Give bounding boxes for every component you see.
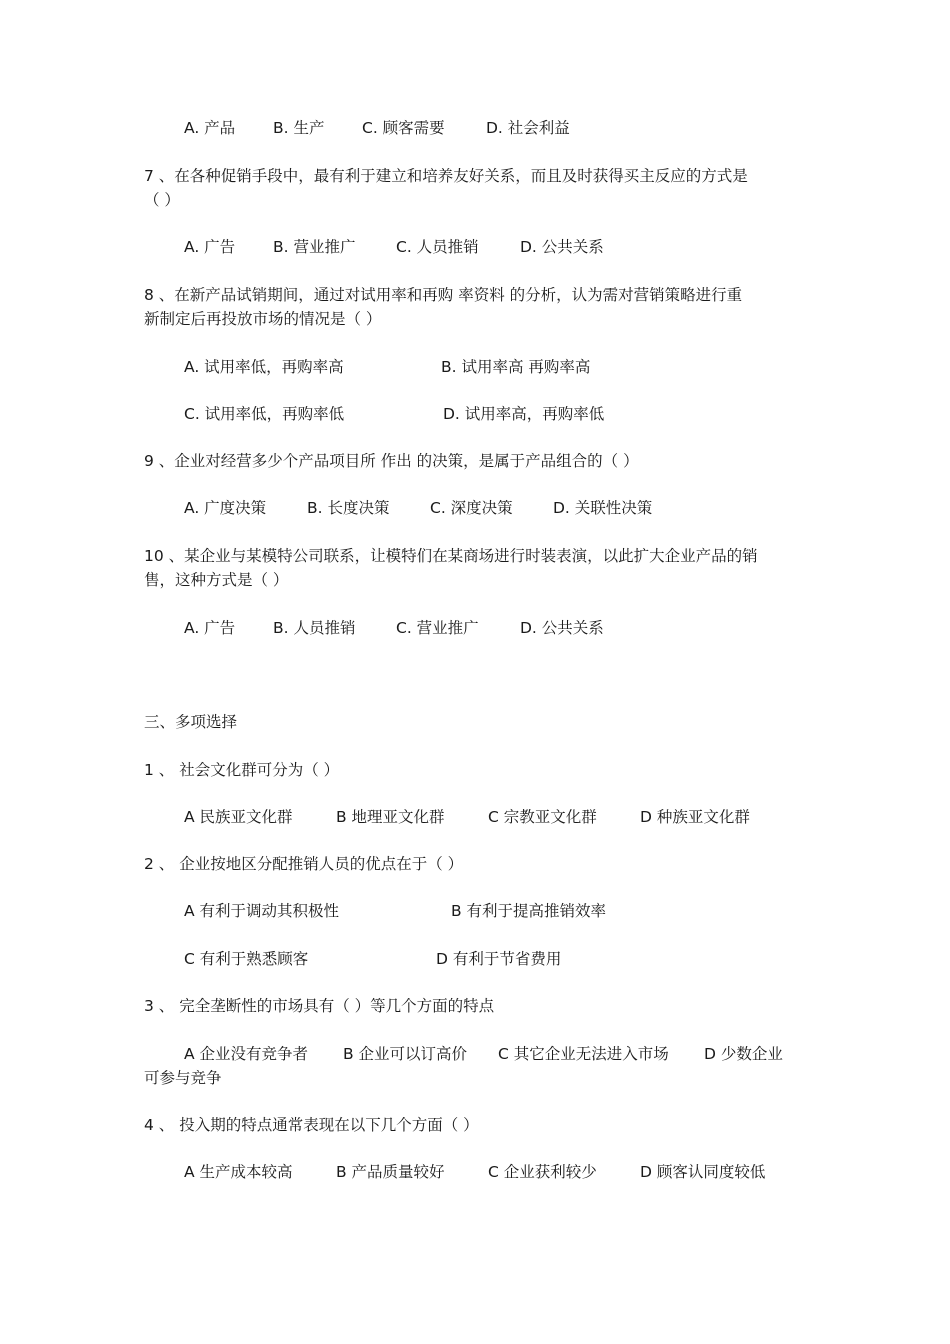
m1-option-a: A 民族亚文化群 <box>184 808 293 826</box>
q7-option-b: B. 营业推广 <box>273 238 356 256</box>
q10-question-line2: 售，这种方式是（ ） <box>144 571 289 589</box>
m3-option-c: C 其它企业无法进入市场 <box>498 1045 669 1063</box>
q9-option-a: A. 广度决策 <box>184 499 267 517</box>
q7-question-line1: 7 、在各种促销手段中，最有利于建立和培养友好关系，而且及时获得买主反应的方式是 <box>144 167 748 185</box>
m3-option-b: B 企业可以订高价 <box>343 1045 468 1063</box>
m1-option-c: C 宗教亚文化群 <box>488 808 597 826</box>
m4-question-line1: 4 、 投入期的特点通常表现在以下几个方面（ ） <box>144 1116 479 1134</box>
q7-option-d: D. 公共关系 <box>520 238 604 256</box>
m1-question-line1: 1 、 社会文化群可分为（ ） <box>144 761 340 779</box>
q10-question-line1: 10 、某企业与某模特公司联系，让模特们在某商场进行时装表演，以此扩大企业产品的销 <box>144 547 758 565</box>
q7-option-a: A. 广告 <box>184 238 236 256</box>
q8-option-a: A. 试用率低，再购率高 <box>184 358 344 376</box>
q6-option-b: B. 生产 <box>273 119 325 137</box>
m4-option-d: D 顾客认同度较低 <box>640 1163 766 1181</box>
m1-option-d: D 种族亚文化群 <box>640 808 750 826</box>
m2-option-a: A 有利于调动其积极性 <box>184 902 340 920</box>
section-title-multiple-choice: 三、多项选择 <box>144 713 238 731</box>
q9-option-d: D. 关联性决策 <box>553 499 653 517</box>
m2-option-d: D 有利于节省费用 <box>436 950 562 968</box>
q9-option-c: C. 深度决策 <box>430 499 513 517</box>
q8-option-b: B. 试用率高 再购率高 <box>441 358 591 376</box>
q6-option-c: C. 顾客需要 <box>362 119 445 137</box>
q6-option-a: A. 产品 <box>184 119 236 137</box>
q8-question-line1: 8 、在新产品试销期间，通过对试用率和再购 率资料 的分析，认为需对营销策略进行重 <box>144 286 743 304</box>
q8-question-line2: 新制定后再投放市场的情况是（ ） <box>144 310 382 328</box>
m2-question-line1: 2 、 企业按地区分配推销人员的优点在于（ ） <box>144 855 464 873</box>
q10-option-b: B. 人员推销 <box>273 619 356 637</box>
q7-option-c: C. 人员推销 <box>396 238 479 256</box>
q9-question-line1: 9 、企业对经营多少个产品项目所 作出 的决策，是属于产品组合的（ ） <box>144 452 639 470</box>
m4-option-a: A 生产成本较高 <box>184 1163 293 1181</box>
m4-option-b: B 产品质量较好 <box>336 1163 445 1181</box>
m3-question-line1: 3 、 完全垄断性的市场具有（ ）等几个方面的特点 <box>144 997 495 1015</box>
m4-option-c: C 企业获利较少 <box>488 1163 597 1181</box>
m3-option-d: D 少数企业 <box>704 1045 783 1063</box>
m1-option-b: B 地理亚文化群 <box>336 808 445 826</box>
m2-option-b: B 有利于提高推销效率 <box>451 902 607 920</box>
q8-option-d: D. 试用率高，再购率低 <box>443 405 605 423</box>
q10-option-c: C. 营业推广 <box>396 619 479 637</box>
q6-option-d: D. 社会利益 <box>486 119 570 137</box>
q7-question-line2: （ ） <box>144 191 180 209</box>
q10-option-d: D. 公共关系 <box>520 619 604 637</box>
m3-option-d-wrap: 可参与竞争 <box>144 1069 222 1087</box>
q10-option-a: A. 广告 <box>184 619 236 637</box>
q8-option-c: C. 试用率低，再购率低 <box>184 405 345 423</box>
m2-option-c: C 有利于熟悉顾客 <box>184 950 309 968</box>
m3-option-a: A 企业没有竞争者 <box>184 1045 309 1063</box>
q9-option-b: B. 长度决策 <box>307 499 390 517</box>
